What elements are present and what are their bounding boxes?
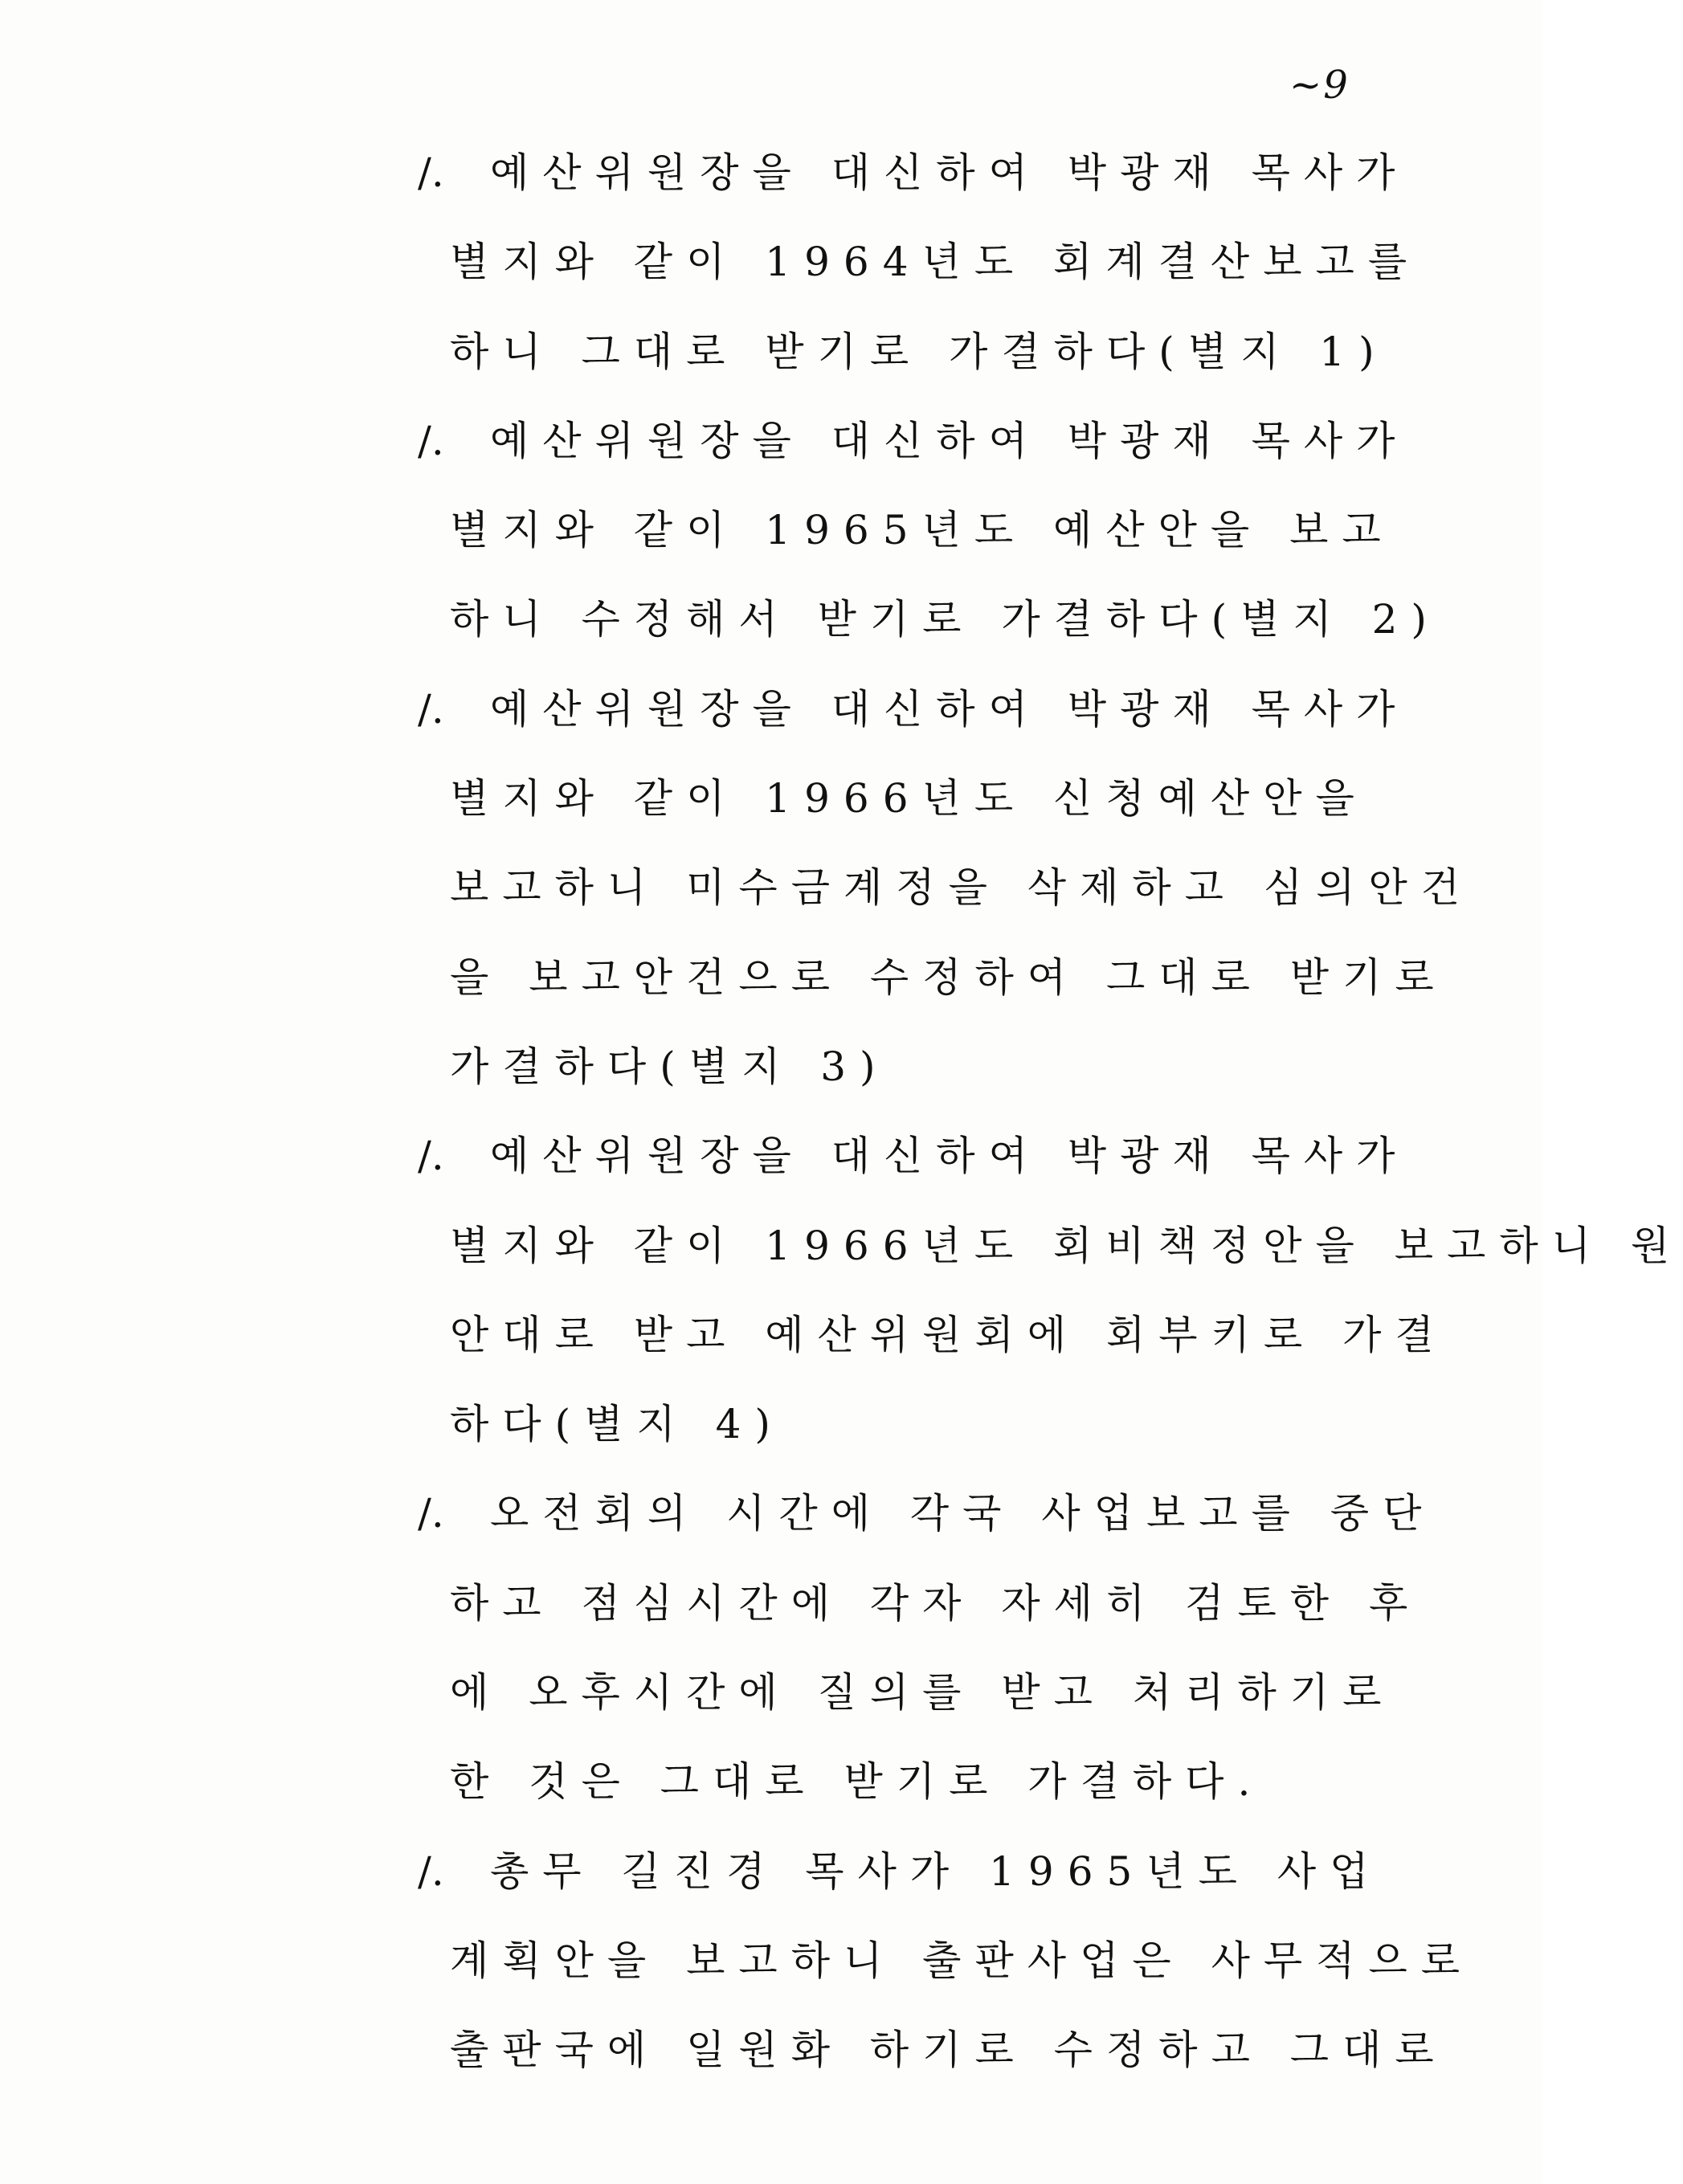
minutes-continuation-line [418, 1737, 1414, 1827]
minutes-continuation-line [418, 1917, 1474, 2006]
line-text: 별지와 같이 1966년도 신청예산안을 [450, 775, 1368, 823]
minutes-item-line [418, 1827, 1414, 1917]
line-text: 보고하니 미수금계정을 삭제하고 심의안건 [450, 864, 1474, 912]
line-text: 별지와 같이 1965년도 예산안을 보고 [450, 507, 1395, 554]
item-bullet: /. [418, 417, 444, 464]
line-text: 하고 점심시간에 각자 자세히 검토한 후 [450, 1579, 1422, 1627]
line-text: 에 오후시간에 질의를 받고 처리하기로 [450, 1669, 1395, 1717]
minutes-body [418, 129, 1683, 2096]
item-bullet: /. [418, 1133, 444, 1180]
page-number: ~9 [1289, 63, 1350, 108]
minutes-continuation-line [418, 218, 1421, 307]
line-text: 예산위원장을 대신하여 박광재 목사가 [490, 685, 1409, 733]
line-text: 출판국에 일원화 하기로 수정하고 그대로 [450, 2027, 1448, 2074]
minutes-item-line [418, 665, 1414, 754]
minutes-continuation-line [418, 933, 1448, 1023]
line-text: 예산위원장을 대신하여 박광재 목사가 [490, 417, 1409, 464]
minutes-continuation-line [418, 308, 1414, 397]
minutes-continuation-line [418, 2006, 1448, 2095]
minutes-continuation-line [418, 1202, 1683, 1291]
minutes-item-line [418, 1469, 1436, 1558]
line-text: 예산위원장을 대신하여 박광재 목사가 [490, 1133, 1409, 1180]
minutes-continuation-line [418, 1291, 1448, 1380]
item-bullet: /. [418, 1847, 444, 1895]
line-text: 을 보고안건으로 수정하여 그대로 받기로 [450, 953, 1448, 1001]
minutes-continuation-line [418, 575, 1440, 664]
minutes-continuation-line [418, 754, 1414, 843]
minutes-item-line [418, 397, 1414, 486]
minutes-item-line [418, 129, 1414, 218]
item-bullet: /. [418, 1490, 444, 1537]
minutes-item-line [418, 1112, 1414, 1201]
line-text: 하니 그대로 받기로 가결하다(별지 1) [450, 328, 1388, 375]
line-text: 오전회의 시간에 각국 사업보고를 중단 [490, 1490, 1436, 1537]
minutes-continuation-line [418, 1380, 1414, 1469]
minutes-continuation-line [418, 843, 1474, 933]
minutes-continuation-line [418, 1648, 1414, 1737]
line-text: 예산위원장을 대신하여 박광재 목사가 [490, 149, 1409, 196]
minutes-continuation-line [418, 486, 1414, 575]
line-text: 하다(별지 4) [450, 1401, 784, 1448]
line-text: 계획안을 보고하니 출판사업은 사무적으로 [450, 1937, 1474, 1984]
item-bullet: /. [418, 149, 444, 196]
line-text: 총무 길진경 목사가 1965년도 사업 [490, 1847, 1383, 1895]
line-text: 별지와 같이 1966년도 회비책정안을 보고하니 원 [450, 1222, 1683, 1269]
minutes-continuation-line [418, 1559, 1422, 1648]
item-bullet: /. [418, 685, 444, 733]
line-text: 한 것은 그대로 받기로 가결하다. [450, 1758, 1264, 1806]
line-text: 하니 수정해서 받기로 가결하다(별지 2) [450, 596, 1440, 643]
line-text: 가결하다(별지 3) [450, 1043, 889, 1090]
minutes-continuation-line [418, 1023, 1414, 1112]
line-text: 안대로 받고 예산위원회에 회부키로 가결 [450, 1311, 1448, 1358]
line-text: 별지와 같이 1964년도 회계결산보고를 [450, 239, 1421, 286]
